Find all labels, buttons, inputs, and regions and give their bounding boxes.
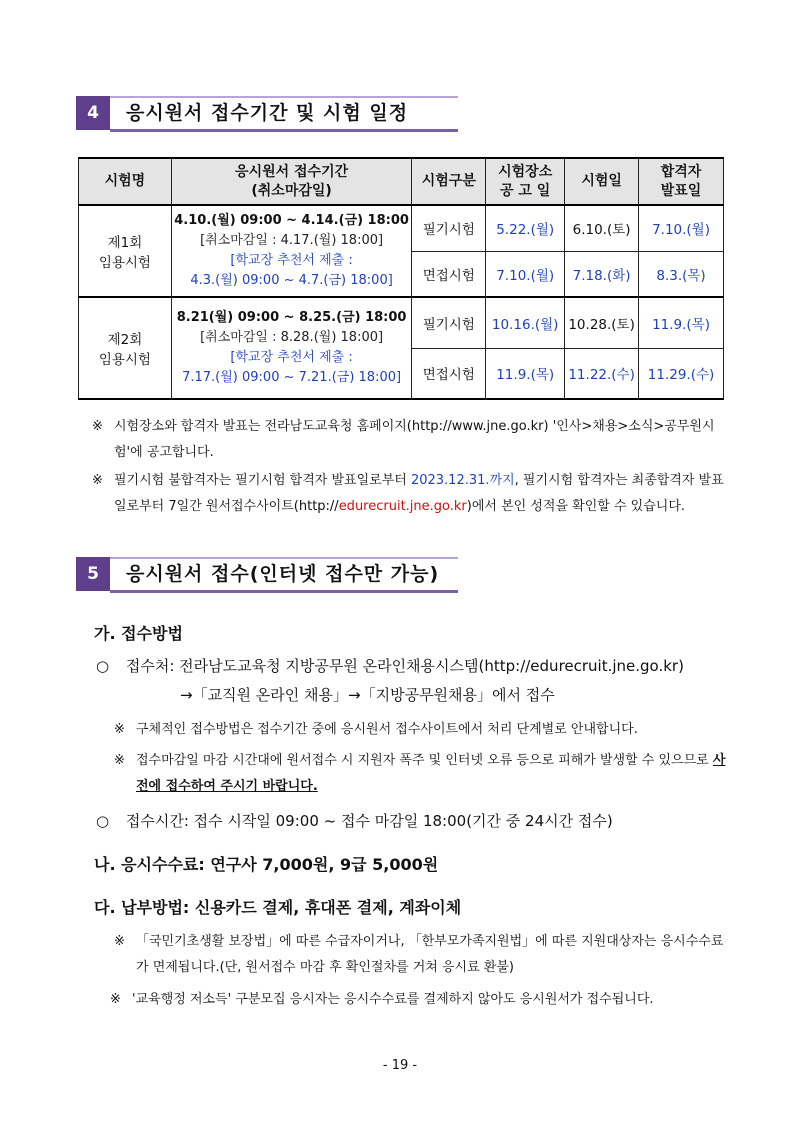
header-exam-date: 시험일 — [565, 158, 639, 205]
header-result — [639, 158, 724, 205]
section-5-header — [76, 557, 458, 593]
note-announcement — [92, 414, 732, 466]
exam-date: 11.22.(수) — [565, 348, 639, 399]
header-period-line2: (취소마감일) — [251, 182, 332, 199]
note-mark: ※ — [114, 722, 125, 737]
section-4-title: 응시원서 접수기간 및 시험 일정 — [126, 102, 409, 124]
round-1-period-dates: 4.10.(월) 09:00 ~ 4.14.(금) 18:00 — [174, 213, 409, 228]
round-1-principal-line2: 4.3.(월) 09:00 ~ 4.7.(금) 18:00] — [190, 273, 393, 288]
note-mark: ※ — [114, 934, 125, 949]
header-exam-name: 시험명 — [79, 158, 172, 205]
round-2-period — [171, 297, 412, 399]
round-2-cancel-deadline: [취소마감일 : 8.28.(월) 18:00] — [200, 330, 384, 345]
result-date: 7.10.(월) — [639, 205, 724, 251]
schedule-table — [78, 157, 724, 400]
method-note-1 — [114, 717, 734, 743]
round-1-cancel-deadline: [취소마감일 : 4.17.(월) 18:00] — [200, 233, 384, 248]
header-line-bottom — [110, 129, 458, 132]
method-heading: 가. 접수방법 — [94, 624, 183, 643]
recruit-site-link[interactable]: edurecruit.jne.go.kr — [338, 499, 467, 514]
header-period-line1: 응시원서 접수기간 — [235, 163, 349, 180]
note-text: 「국민기초생활 보장법」에 따른 수급자이거나, 「한부모가족지원법」에 따른 지원대상자는 응시수수료가 면제됩니다.(단, 원서접수 마감 후 확인절차를 거쳐 응시료 환불) — [136, 934, 724, 975]
header-period — [171, 158, 412, 205]
exam-date: 7.18.(화) — [565, 251, 639, 297]
table-header-row — [79, 158, 724, 205]
note-score-check — [92, 468, 732, 520]
round-2-name-line2: 임용시험 — [98, 352, 151, 368]
result-date: 11.29.(수) — [639, 348, 724, 399]
bullet-circle: ○ — [96, 657, 110, 675]
section-4-header — [76, 96, 458, 132]
note-text-part: 접수마감일 마감 시간대에 원서접수 시 지원자 폭주 및 인터넷 오류 등으로 피해가 발생할 수 있으므로 — [136, 753, 713, 768]
exam-date: 6.10.(토) — [565, 205, 639, 251]
round-2-principal-line1: [학교장 추천서 제출 : — [230, 350, 353, 365]
notice-date: 11.9.(목) — [486, 348, 565, 399]
payment-note-2 — [110, 987, 730, 1013]
round-1-principal-line1: [학교장 추천서 제출 : — [230, 253, 353, 268]
section-5-title: 응시원서 접수(인터넷 접수만 가능) — [126, 563, 440, 585]
round-1-period — [171, 205, 412, 297]
header-result-line2: 발표일 — [660, 182, 702, 199]
note-text: 시험장소와 합격자 발표는 전라남도교육청 홈페이지(http://www.jne.go.kr) '인사>채용>소식>공무원시험'에 공고합니다. — [114, 419, 715, 460]
note-text-part: 필기시험 불합격자는 필기시험 합격자 발표일로부터 — [114, 473, 411, 488]
where-line — [96, 655, 684, 676]
time-text: 접수시간: 접수 시작일 09:00 ~ 접수 마감일 18:00(기간 중 24시간 접수) — [125, 812, 613, 830]
note-mark: ※ — [114, 753, 125, 768]
round-2-principal-line2: 7.17.(월) 09:00 ~ 7.21.(금) 18:00] — [182, 370, 402, 385]
note-text: '교육행정 저소득' 구분모집 응시자는 응시수수료를 결제하지 않아도 응시원서가 접수됩니다. — [132, 992, 654, 1007]
notice-date: 5.22.(월) — [486, 205, 565, 251]
time-line — [96, 810, 613, 831]
result-date: 8.3.(목) — [639, 251, 724, 297]
header-notice — [486, 158, 565, 205]
table-row — [79, 297, 724, 348]
round-2-name — [79, 297, 172, 399]
method-note-2 — [114, 748, 734, 800]
fee-heading: 나. 응시수수료: 연구사 7,000원, 9급 5,000원 — [94, 855, 439, 874]
section-4-number: 4 — [76, 96, 110, 130]
payment-heading: 다. 납부방법: 신용카드 결제, 휴대폰 결제, 계좌이체 — [94, 898, 462, 917]
exam-date: 10.28.(토) — [565, 297, 639, 348]
table-row — [79, 205, 724, 251]
round-2-period-dates: 8.21(월) 09:00 ~ 8.25.(금) 18:00 — [176, 310, 407, 325]
header-exam-type: 시험구분 — [412, 158, 486, 205]
note-mark: ※ — [92, 473, 103, 488]
exam-type: 필기시험 — [412, 297, 486, 348]
section-5-number: 5 — [76, 557, 110, 591]
header-line-bottom — [110, 590, 458, 593]
note-text-part: )에서 본인 성적을 확인할 수 있습니다. — [466, 499, 686, 514]
round-2-name-line1: 제2회 — [107, 332, 143, 348]
notice-date: 10.16.(월) — [486, 297, 565, 348]
round-1-name-line2: 임용시험 — [98, 255, 151, 271]
note-mark: ※ — [92, 419, 103, 434]
note-emphasis: 사전에 접수하여 주시기 바랍니다. — [136, 753, 726, 794]
notice-date: 7.10.(월) — [486, 251, 565, 297]
round-1-name — [79, 205, 172, 297]
note-text-part: , 필기시험 합격자는 최종합격자 발표일로부터 7일간 원서접수사이트(http:// — [114, 473, 724, 514]
exam-type: 면접시험 — [412, 251, 486, 297]
note-text — [136, 748, 734, 800]
header-result-line1: 합격자 — [660, 163, 702, 180]
result-date: 11.9.(목) — [639, 297, 724, 348]
header-notice-line2: 공 고 일 — [500, 182, 551, 199]
header-notice-line1: 시험장소 — [498, 163, 553, 180]
bullet-circle: ○ — [96, 812, 110, 830]
payment-note-1 — [114, 929, 734, 981]
exam-type: 면접시험 — [412, 348, 486, 399]
where-text: 접수처: 전라남도교육청 지방공무원 온라인채용시스템(http://edurecruit.jne.go.kr) — [125, 657, 684, 675]
note-text: 구체적인 접수방법은 접수기간 중에 응시원서 접수사이트에서 처리 단계별로 안내합니다. — [136, 722, 638, 737]
where-path: →「교직원 온라인 채용」→「지방공무원채용」에서 접수 — [180, 686, 555, 704]
page-number: - 19 - — [382, 1058, 418, 1073]
score-deadline: 2023.12.31.까지 — [410, 473, 515, 488]
note-text — [114, 468, 732, 520]
round-1-name-line1: 제1회 — [107, 235, 143, 251]
exam-type: 필기시험 — [412, 205, 486, 251]
note-mark: ※ — [110, 992, 121, 1007]
